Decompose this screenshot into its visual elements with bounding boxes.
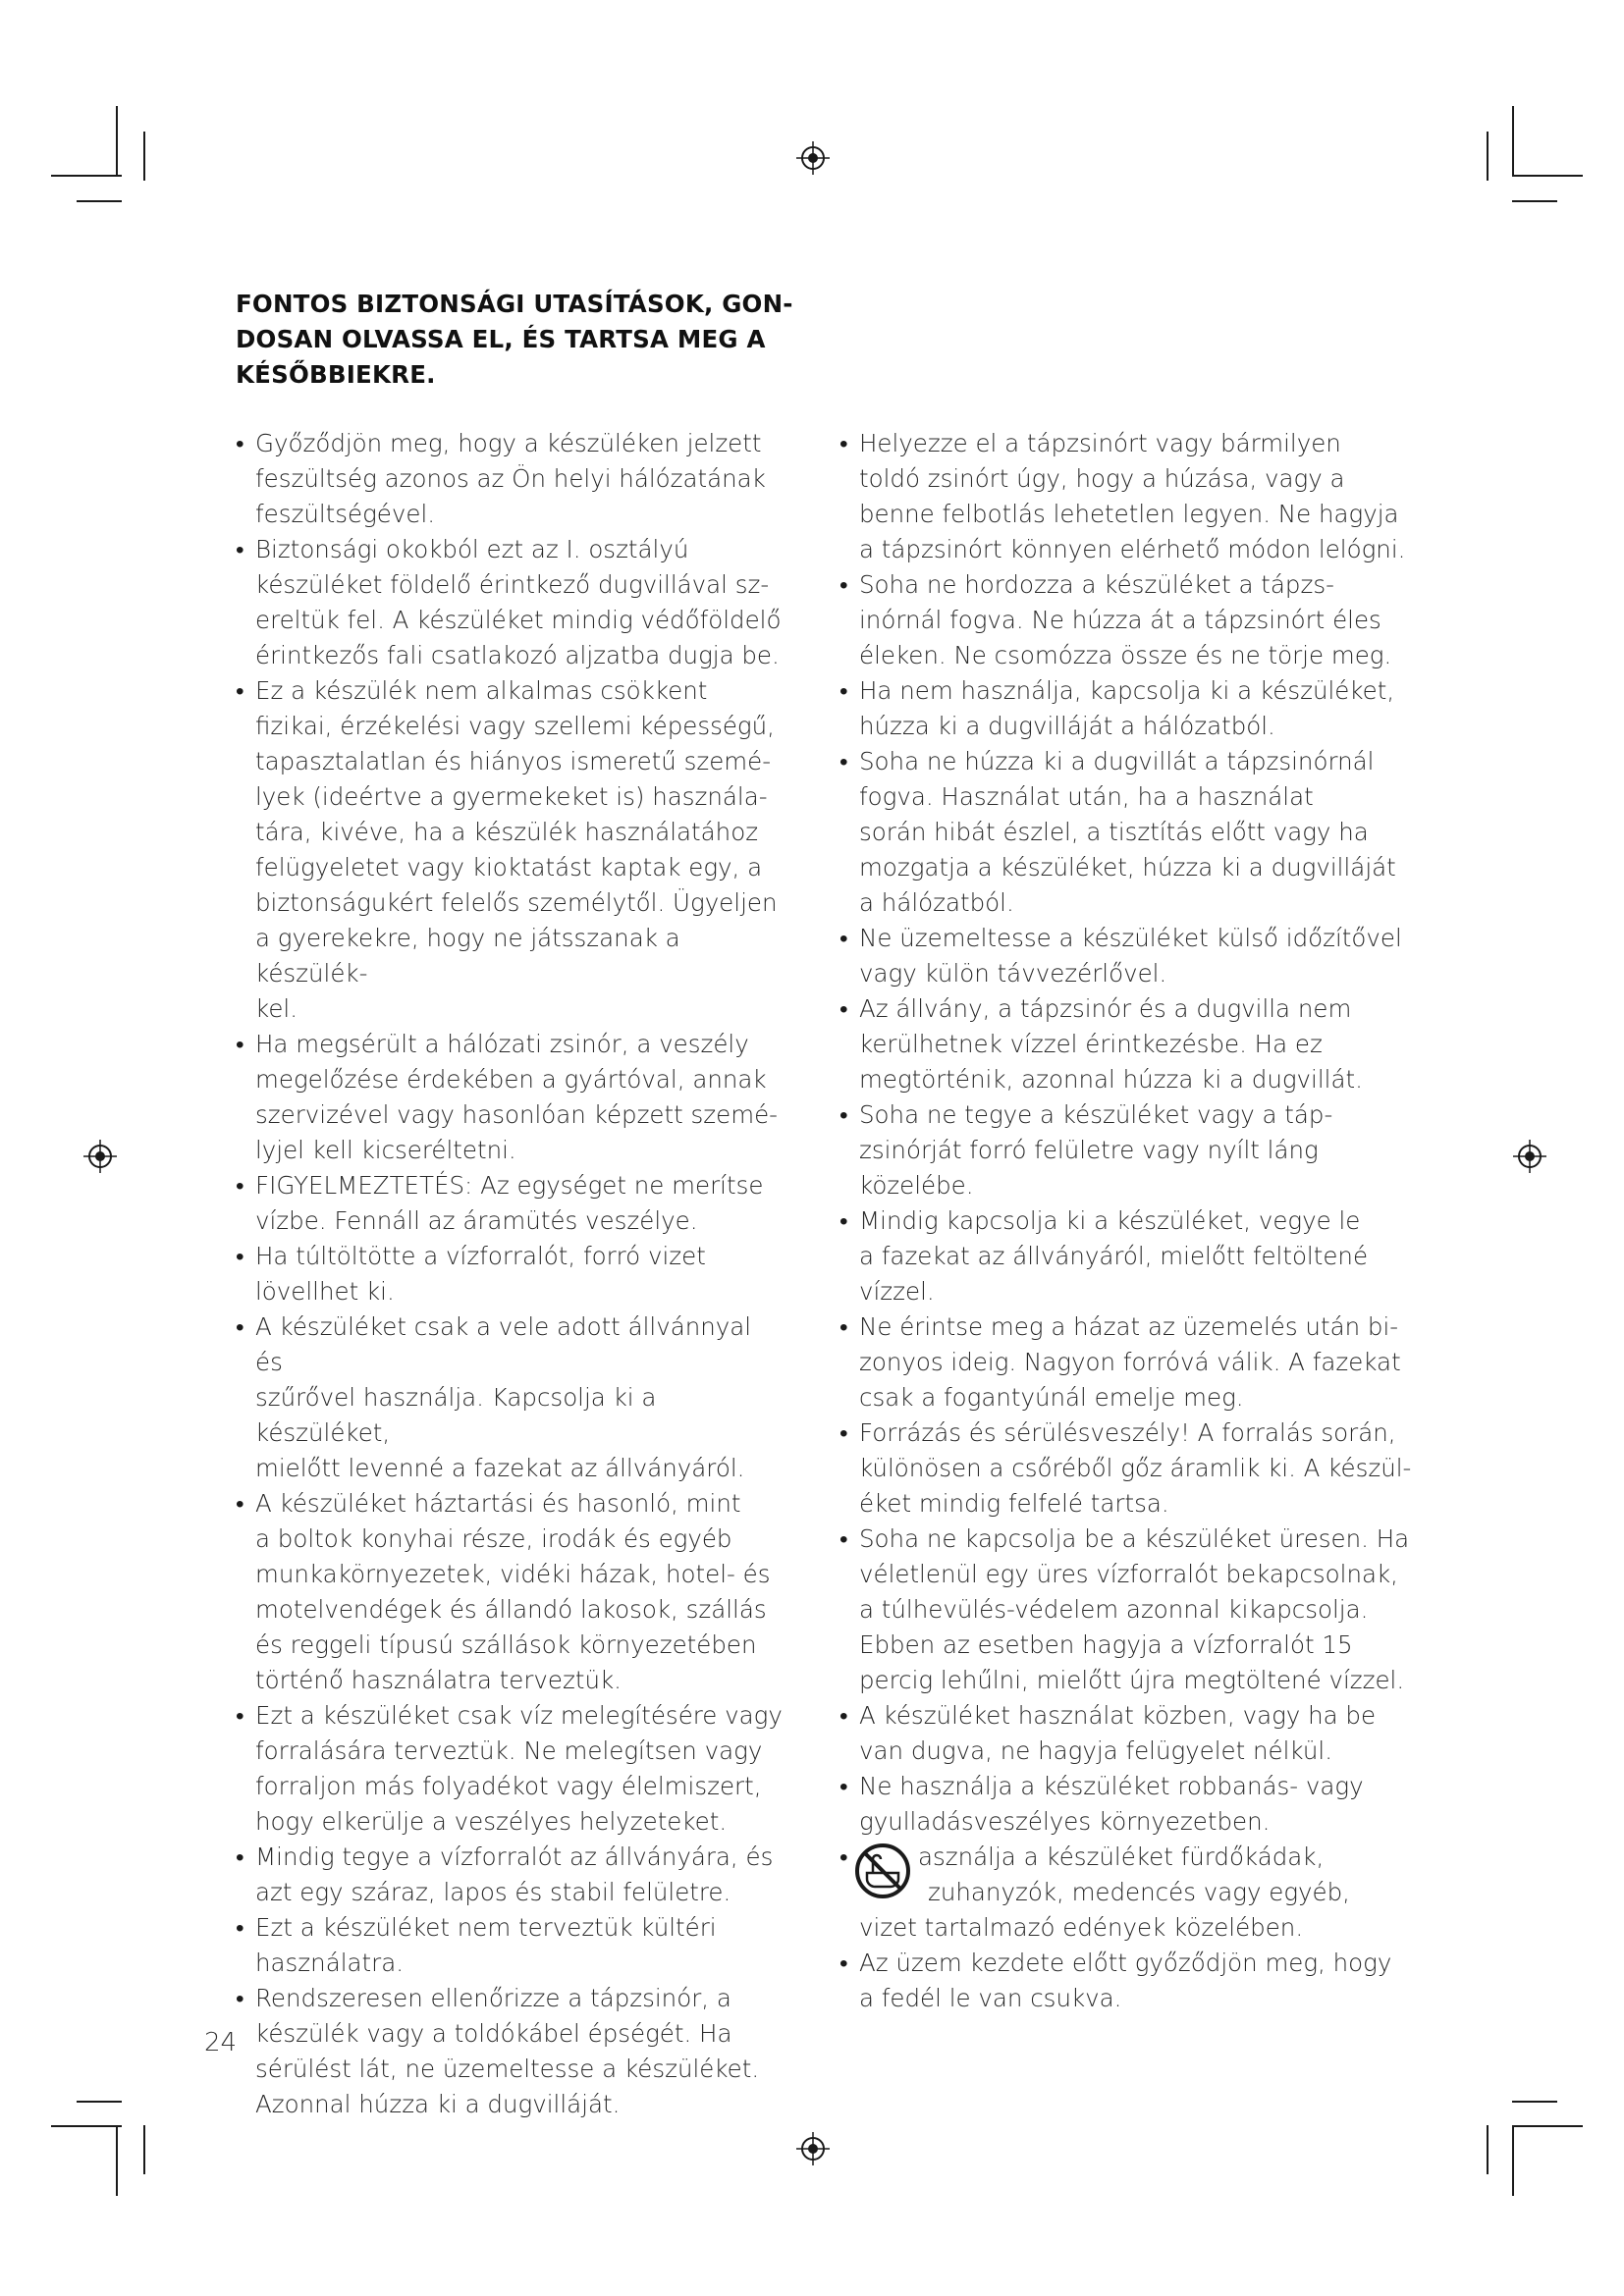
crop-mark	[1487, 132, 1489, 181]
list-item: • Ha nem használja, kapcsolja ki a készüléket, húzza ki a dugvilláját a hálózatból.	[839, 673, 1429, 744]
no-bath-icon	[853, 1842, 912, 1900]
crop-mark	[51, 2125, 122, 2127]
list-item: • Győződjön meg, hogy a készüléken jelzett feszültség azonos az Ön helyi hálózatának feszültségével.	[236, 426, 785, 532]
page-title: FONTOS BIZTONSÁGI UTASÍTÁSOK, GON- DOSAN OLVASSA EL, ÉS TARTSA MEG A KÉSŐBBIEKRE.	[236, 290, 793, 389]
page-number: 24	[204, 2028, 238, 2057]
list-item: • Ne érintse meg a házat az üzemelés után bi- zonyos ideig. Nagyon forróvá válik. A fazekat csak a fogantyúnál emelje meg.	[839, 1309, 1429, 1415]
list-item: • Mindig tegye a vízforralót az állványára, és azt egy száraz, lapos és stabil felületre.	[236, 1840, 785, 1910]
crop-mark	[1512, 2125, 1583, 2127]
list-item: • Ha megsérült a hálózati zsinór, a veszély megelőzése érdekében a gyártóval, annak szervizével vagy hasonlóan képzett szemé- lyjel kell kicseréltetni.	[236, 1027, 785, 1168]
list-item: • Helyezze el a tápzsinórt vagy bármilyen toldó zsinórt úgy, hogy a húzása, vagy a benne felbotlás lehetetlen legyen. Ne hagyja a tápzsinórt könnyen elérhető módon lelógni.	[839, 426, 1429, 567]
crop-mark	[143, 2125, 145, 2174]
list-item-with-icon	[839, 1840, 1429, 1946]
list-item: • Az állvány, a tápzsinór és a dugvilla nem kerülhetnek vízzel érintkezésbe. Ha ez megtörténik, azonnal húzza ki a dugvillát.	[839, 991, 1429, 1097]
crop-mark	[116, 2125, 118, 2196]
crop-mark	[1487, 2125, 1489, 2174]
list-item: • Soha ne kapcsolja be a készüléket üresen. Ha véletlenül egy üres vízforralót bekapcsolnak, a túlhevülés-védelem azonnal kikapcsolja. Ebben az esetben hagyja a vízforralót 15 percig lehűlni, mielőtt újra megtöltené vízzel.	[839, 1522, 1429, 1698]
list-item: • A készüléket háztartási és hasonló, mint a boltok konyhai része, irodák és egyéb munkakörnyezetek, vidéki házak, hotel- és motelvendégek és állandó lakosok, szállás és reggeli típusú szállások környezetében történő használatra terveztük.	[236, 1486, 785, 1698]
icon-item-line: vizet tartalmazó edények közelében.	[859, 1913, 1304, 1942]
list-item: • Soha ne tegye a készüléket vagy a táp- zsinórját forró felületre vagy nyílt láng közelébe.	[839, 1097, 1429, 1203]
list-item: • Biztonsági okokból ezt az I. osztályú készüléket földelő érintkező dugvillával sz- ereltük fel. A készüléket mindig védőföldelő érintkezős fali csatlakozó aljzatba dugja be.	[236, 532, 785, 673]
list-item: • A készüléket használat közben, vagy ha be van dugva, ne hagyja felügyelet nélkül.	[839, 1698, 1429, 1769]
crop-mark	[77, 200, 122, 202]
icon-item-line: • asználja a készüléket fürdőkádak,	[918, 1842, 1325, 1871]
crop-mark	[1512, 200, 1557, 202]
crop-mark	[1512, 106, 1514, 177]
registration-mark-icon	[796, 2132, 830, 2165]
list-item: • Ez a készülék nem alkalmas csökkent fizikai, érzékelési vagy szellemi képességű, tapasztalatlan és hiányos ismeretű szemé- lyek (ideértve a gyermekeket is) használa- tára, kivéve, ha a készülék használatához felügyeletet vagy kioktatást kaptak egy, a biztonságukért felelős személytől. Ügyeljen a gyerekekre, hogy ne játsszanak a készülék- kel.	[236, 673, 785, 1027]
list-item: • Soha ne hordozza a készüléket a tápzs- inórnál fogva. Ne húzza át a tápzsinórt éles éleken. Ne csomózza össze és ne törje meg.	[839, 567, 1429, 673]
crop-mark	[77, 2101, 122, 2103]
list-item: • Soha ne húzza ki a dugvillát a tápzsinórnál fogva. Használat után, ha a használat során hibát észlel, a tisztítás előtt vagy ha mozgatja a készüléket, húzza ki a dugvilláját a hálózatból.	[839, 744, 1429, 921]
list-item: • Az üzem kezdete előtt győződjön meg, hogy a fedél le van csukva.	[839, 1946, 1429, 2016]
icon-item-line: zuhanyzók, medencés vagy egyéb,	[928, 1878, 1350, 1906]
list-item: • Ezt a készüléket csak víz melegítésére vagy forralására terveztük. Ne melegítsen vagy forraljon más folyadékot vagy élelmiszert, hogy elkerülje a veszélyes helyzeteket.	[236, 1698, 785, 1840]
registration-mark-icon	[83, 1140, 117, 1173]
list-item: • Mindig kapcsolja ki a készüléket, vegye le a fazekat az állványáról, mielőtt feltöltené vízzel.	[839, 1203, 1429, 1309]
registration-mark-icon	[1513, 1140, 1546, 1173]
list-item: • Forrázás és sérülésveszély! A forralás során, különösen a csőréből gőz áramlik ki. A készül- éket mindig felfelé tartsa.	[839, 1415, 1429, 1522]
right-column-list	[839, 426, 1429, 2016]
list-item: • Rendszeresen ellenőrizze a tápzsinór, a készülék vagy a toldókábel épségét. Ha sérülést lát, ne üzemeltesse a készüléket. Azonnal húzza ki a dugvilláját.	[236, 1981, 785, 2122]
list-item: • Ne üzemeltesse a készüléket külső időzítővel vagy külön távvezérlővel.	[839, 921, 1429, 991]
crop-mark	[143, 132, 145, 181]
crop-mark	[51, 175, 122, 177]
list-item: • A készüléket csak a vele adott állvánnyal és szűrővel használja. Kapcsolja ki a készüléket, mielőtt levenné a fazekat az állványáról.	[236, 1309, 785, 1486]
list-item: • Ne használja a készüléket robbanás- vagy gyulladásveszélyes környezetben.	[839, 1769, 1429, 1840]
crop-mark	[1512, 175, 1583, 177]
crop-mark	[1512, 2101, 1557, 2103]
left-column-list	[236, 426, 785, 2122]
crop-mark	[1512, 2125, 1514, 2196]
crop-mark	[116, 106, 118, 177]
registration-mark-icon	[796, 141, 830, 175]
list-item: • Ha túltöltötte a vízforralót, forró vizet lövellhet ki.	[236, 1239, 785, 1309]
list-item: • FIGYELMEZTETÉS: Az egységet ne merítse vízbe. Fennáll az áramütés veszélye.	[236, 1168, 785, 1239]
list-item: • Ezt a készüléket nem terveztük kültéri használatra.	[236, 1910, 785, 1981]
